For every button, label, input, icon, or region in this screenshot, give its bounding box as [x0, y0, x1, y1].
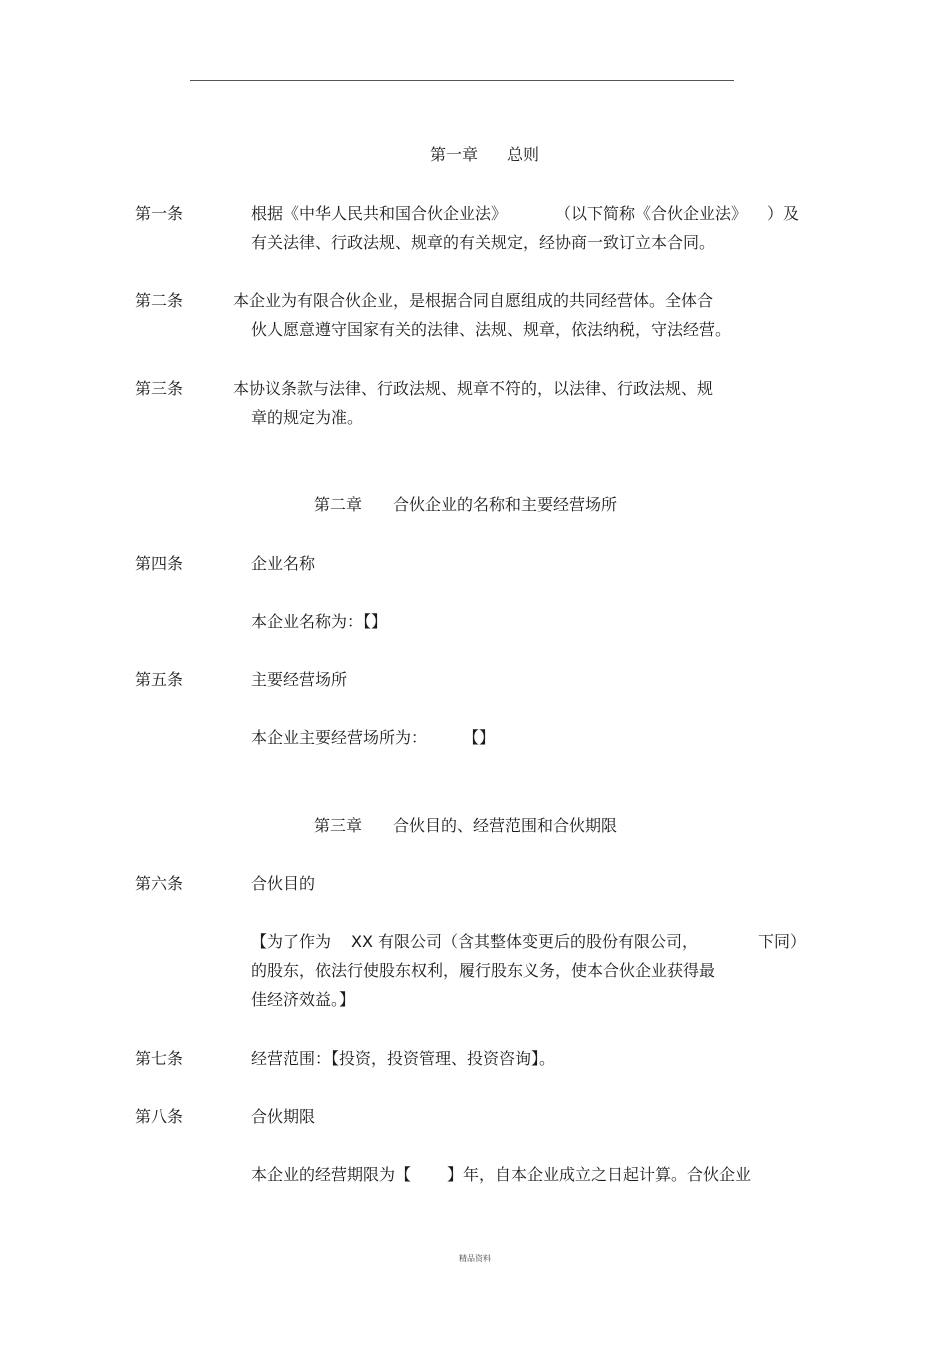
article-6-label: 第六条	[135, 874, 184, 893]
article-1-label: 第一条	[135, 204, 184, 223]
article-3-text: 章的规定为准。	[251, 408, 364, 427]
article-1-text: ）及	[767, 204, 800, 223]
article-8-label: 第八条	[135, 1107, 184, 1126]
article-5-text: 本企业主要经营场所为：	[251, 728, 428, 747]
page-footer: 精品资料	[459, 1254, 491, 1263]
chapter-3-number: 第三章	[314, 816, 363, 835]
article-4-label: 第四条	[135, 554, 184, 573]
article-7-text: 经营范围：【投资，投资管理、投资咨询】。	[251, 1049, 556, 1068]
article-2-text: 本企业为有限合伙企业，是根据合同自愿组成的共同经营体。全体合	[233, 291, 714, 310]
article-8-heading: 合伙期限	[251, 1107, 316, 1126]
article-3-text: 本协议条款与法律、行政法规、规章不符的，以法律、行政法规、规	[233, 379, 714, 398]
article-4-text: 本企业名称为：【】	[251, 612, 388, 631]
article-1-text: 有关法律、行政法规、规章的有关规定，经协商一致订立本合同。	[251, 233, 716, 252]
article-5-heading: 主要经营场所	[251, 670, 348, 689]
article-1-text: （以下简称《合伙企业法》	[555, 204, 748, 223]
article-4-heading: 企业名称	[251, 554, 316, 573]
chapter-1-number: 第一章	[430, 145, 479, 164]
article-6-text: 佳经济效益。】	[251, 990, 356, 1009]
article-6-text: 下同）	[758, 932, 807, 951]
article-3-label: 第三条	[135, 379, 184, 398]
chapter-2-title: 合伙企业的名称和主要经营场所	[393, 495, 618, 514]
article-6-text: 【为了作为	[251, 932, 332, 951]
article-8-text: 本企业的经营期限为【	[251, 1165, 412, 1184]
chapter-3-title: 合伙目的、经营范围和合伙期限	[393, 816, 618, 835]
article-1-text: 根据《中华人民共和国合伙企业法》	[251, 204, 508, 223]
article-7-label: 第七条	[135, 1049, 184, 1068]
article-2-label: 第二条	[135, 291, 184, 310]
header-rule	[190, 80, 734, 81]
article-6-heading: 合伙目的	[251, 874, 316, 893]
chapter-2-number: 第二章	[314, 495, 363, 514]
chapter-1-title: 总则	[507, 145, 540, 164]
article-6-text: 的股东，依法行使股东权利，履行股东义务，使本合伙企业获得最	[251, 961, 716, 980]
article-5-text: 【】	[463, 728, 496, 747]
article-6-text: XX 有限公司（含其整体变更后的股份有限公司，	[351, 932, 699, 951]
article-2-text: 伙人愿意遵守国家有关的法律、法规、规章，依法纳税，守法经营。	[251, 320, 732, 339]
article-5-label: 第五条	[135, 670, 184, 689]
article-8-text: 】年，自本企业成立之日起计算。合伙企业	[447, 1165, 752, 1184]
